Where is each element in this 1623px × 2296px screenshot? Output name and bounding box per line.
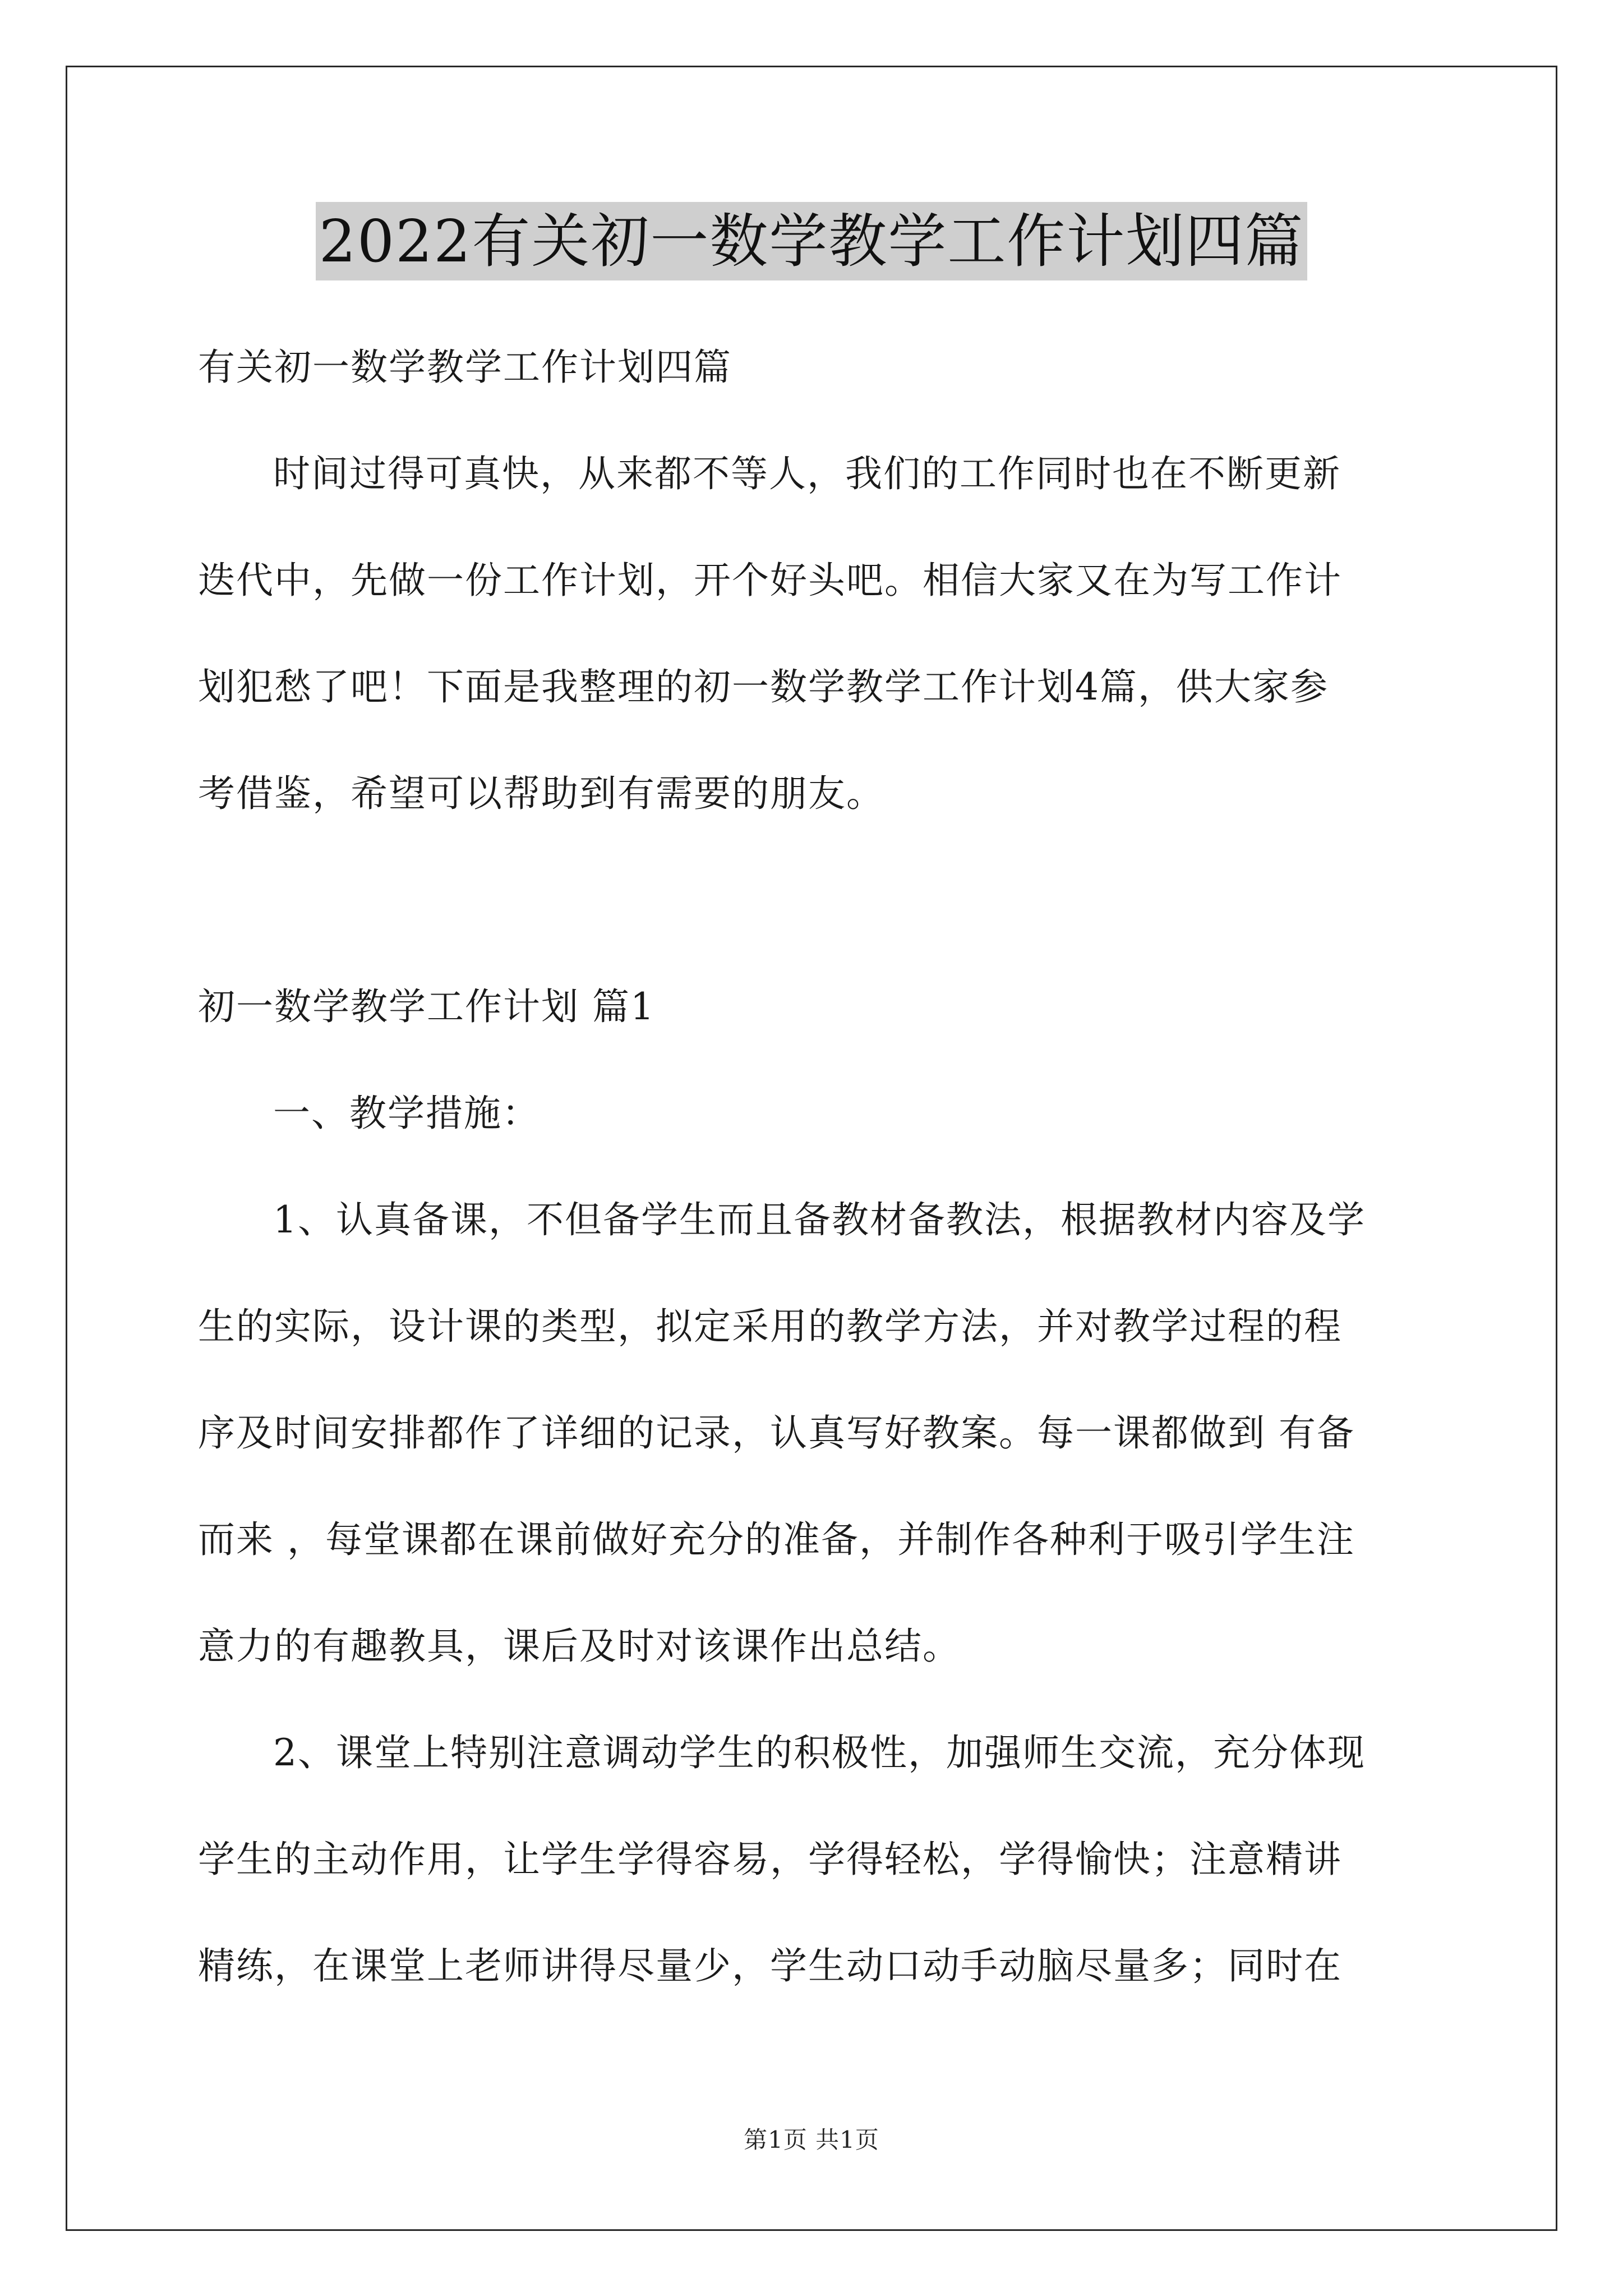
item-1-line: 生的实际，设计课的类型，拟定采用的教学方法，并对教学过程的程: [198, 1305, 1342, 1348]
document-title: 2022有关初一数学教学工作计划四篇: [316, 202, 1308, 280]
subsection-heading: 一、教学措施：: [273, 1092, 540, 1135]
intro-paragraph-line: 时间过得可真快，从来都不等人，我们的工作同时也在不断更新: [273, 452, 1341, 495]
section-heading: 初一数学教学工作计划 篇1: [198, 985, 655, 1028]
item-1-line: 序及时间安排都作了详细的记录，认真写好教案。每一课都做到 有备: [198, 1411, 1355, 1455]
subtitle-line: 有关初一数学教学工作计划四篇: [198, 346, 732, 389]
item-1-line: 1、认真备课，不但备学生而且备教材备教法，根据教材内容及学: [273, 1198, 1366, 1241]
item-2-line: 精练，在课堂上老师讲得尽量少，学生动口动手动脑尽量多；同时在: [198, 1944, 1342, 1987]
intro-paragraph-line: 划犯愁了吧！下面是我整理的初一数学教学工作计划4篇，供大家参: [198, 665, 1329, 708]
intro-paragraph-line: 迭代中，先做一份工作计划，开个好头吧。相信大家又在为写工作计: [198, 559, 1342, 602]
page-footer: 第1页 共1页: [744, 2126, 879, 2154]
item-1-line: 而来 ，每堂课都在课前做好充分的准备，并制作各种利于吸引学生注: [198, 1518, 1355, 1561]
title-container: [0, 202, 1623, 280]
item-2-line: 学生的主动作用，让学生学得容易，学得轻松，学得愉快；注意精讲: [198, 1838, 1342, 1881]
item-1-line: 意力的有趣教具，课后及时对该课作出总结。: [198, 1625, 961, 1668]
intro-paragraph-line: 考借鉴，希望可以帮助到有需要的朋友。: [198, 772, 884, 815]
paragraph-spacer: [198, 847, 1432, 954]
document-body: [198, 314, 1432, 2019]
item-2-line: 2、课堂上特别注意调动学生的积极性，加强师生交流，充分体现: [273, 1731, 1366, 1774]
